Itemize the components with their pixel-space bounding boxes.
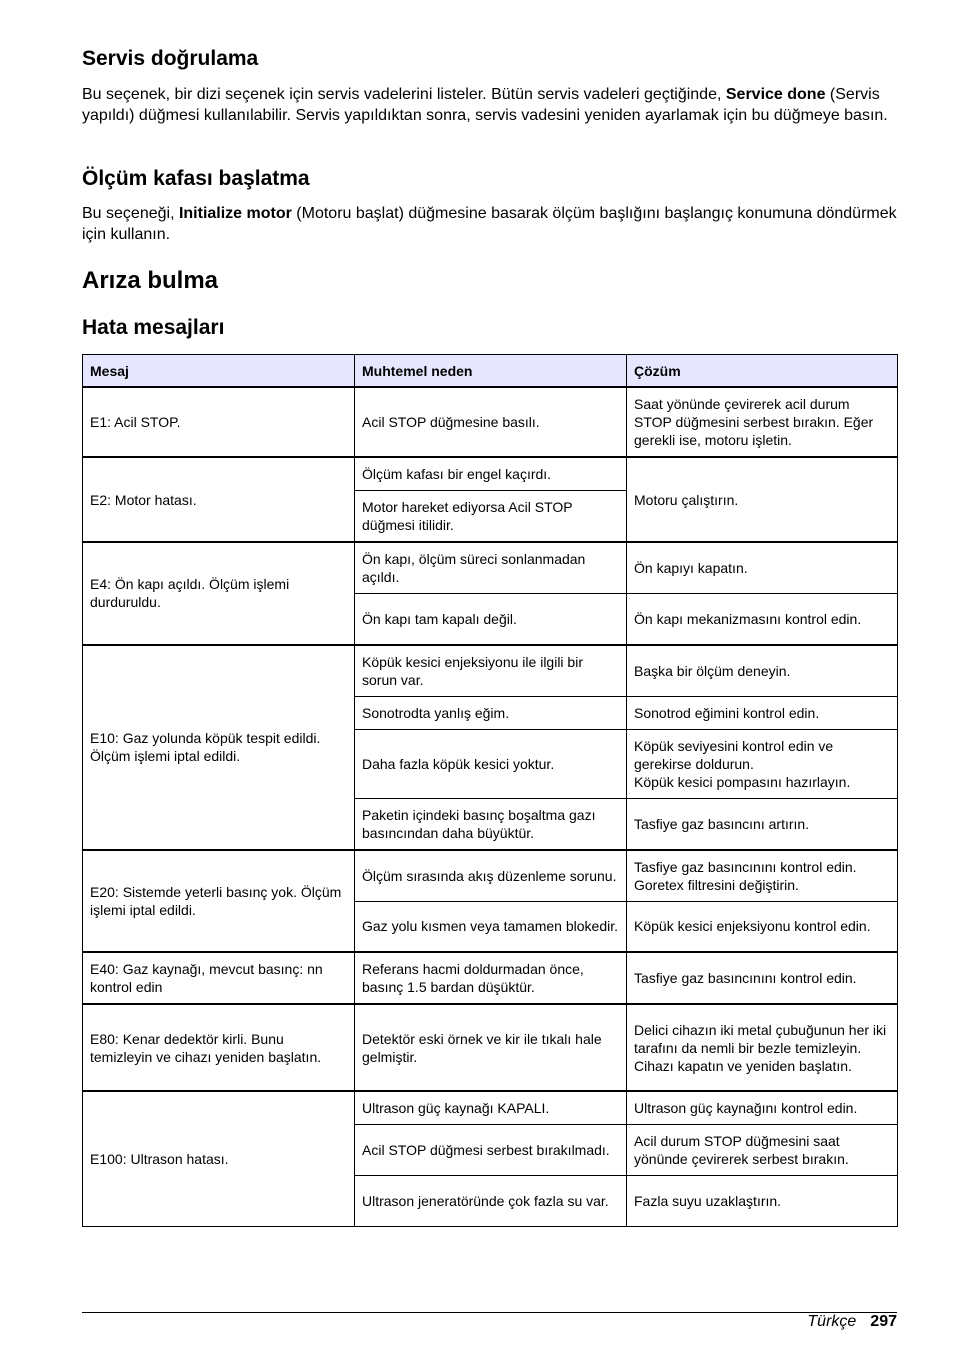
footer-language: Türkçe [807, 1313, 857, 1330]
cell-solution: Ön kapı mekanizmasını kontrol edin. [627, 594, 898, 645]
cell-message: E80: Kenar dedektör kirli. Bunu temizleyin ve cihazı yeniden başlatın. [83, 1004, 355, 1091]
cell-cause: Daha fazla köpük kesici yoktur. [355, 729, 627, 798]
cell-message: E40: Gaz kaynağı, mevcut basınç: nn kontrol edin [83, 952, 355, 1004]
section-text-olcum: Bu seçeneği, Initialize motor (Motoru başlat) düğmesine basarak ölçüm başlığını başlangıç konumuna döndürmek için kullanın. [82, 205, 897, 243]
cell-cause: Ölçüm kafası bir engel kaçırdı. [355, 457, 627, 491]
cell-cause: Ön kapı tam kapalı değil. [355, 594, 627, 645]
section-text-servis: Bu seçenek, bir dizi seçenek için servis vadelerini listeler. Bütün servis vadeleri geçtiğinde, Service done (Servis yapıldı) düğmesi kullanılabilir. Servis yapıldıktan sonra, servis vadesini yeniden ayarlamak için bu düğmeye basın. [82, 86, 888, 124]
table-row [83, 850, 898, 902]
column-header-cause: Muhtemel neden [355, 355, 627, 388]
cell-solution: Köpük seviyesini kontrol edin ve gerekirse doldurun. Köpük kesici pompasını hazırlayın. [627, 729, 898, 798]
cell-cause: Detektör eski örnek ve kir ile tıkalı hale gelmiştir. [355, 1004, 627, 1091]
cell-solution: Fazla suyu uzaklaştırın. [627, 1176, 898, 1227]
cell-message: E10: Gaz yolunda köpük tespit edildi. Ölçüm işlemi iptal edildi. [83, 645, 355, 850]
cell-solution: Sonotrod eğimini kontrol edin. [627, 696, 898, 729]
table-row [83, 1004, 898, 1091]
cell-cause: Motor hareket ediyorsa Acil STOP düğmesi itilidir. [355, 491, 627, 543]
table-row [83, 457, 898, 491]
page-footer [807, 1312, 897, 1332]
section-heading-olcum: Ölçüm kafası başlatma [82, 167, 310, 190]
cell-cause: Köpük kesici enjeksiyonu ile ilgili bir sorun var. [355, 645, 627, 697]
cell-message: E1: Acil STOP. [83, 387, 355, 457]
table-row [83, 387, 898, 457]
cell-solution: Saat yönünde çevirerek acil durum STOP düğmesini serbest bırakın. Eğer gerekli ise, motoru işletin. [627, 387, 898, 457]
cell-cause: Paketin içindeki basınç boşaltma gazı basıncından daha büyüktür. [355, 798, 627, 850]
table-row [83, 645, 898, 697]
cell-message: E100: Ultrason hatası. [83, 1091, 355, 1227]
cell-cause: Acil STOP düğmesine basılı. [355, 387, 627, 457]
cell-solution: Delici cihazın iki metal çubuğunun her iki tarafını da nemli bir bezle temizleyin. Cihazı kapatın ve yeniden başlatın. [627, 1004, 898, 1091]
cell-cause: Ultrason jeneratöründe çok fazla su var. [355, 1176, 627, 1227]
column-header-message: Mesaj [83, 355, 355, 388]
section-heading-servis: Servis doğrulama [82, 47, 259, 70]
cell-message: E4: Ön kapı açıldı. Ölçüm işlemi durduruldu. [83, 542, 355, 645]
cell-cause: Acil STOP düğmesi serbest bırakılmadı. [355, 1125, 627, 1176]
cell-solution: Tasfiye gaz basıncını artırın. [627, 798, 898, 850]
column-header-solution: Çözüm [627, 355, 898, 388]
cell-solution: Ön kapıyı kapatın. [627, 542, 898, 594]
cell-cause: Referans hacmi doldurmadan önce, basınç 1.5 bardan düşüktür. [355, 952, 627, 1004]
cell-cause: Ön kapı, ölçüm süreci sonlanmadan açıldı. [355, 542, 627, 594]
section-heading-hata: Hata mesajları [82, 316, 225, 339]
table-row [83, 952, 898, 1004]
cell-solution: Başka bir ölçüm deneyin. [627, 645, 898, 697]
table-row [83, 542, 898, 594]
cell-solution: Köpük kesici enjeksiyonu kontrol edin. [627, 901, 898, 952]
footer-divider [82, 1312, 897, 1313]
cell-cause: Ultrason güç kaynağı KAPALI. [355, 1091, 627, 1125]
cell-cause: Sonotrodta yanlış eğim. [355, 696, 627, 729]
cell-solution: Acil durum STOP düğmesini saat yönünde çevirerek serbest bırakın. [627, 1125, 898, 1176]
cell-solution: Motoru çalıştırın. [627, 457, 898, 542]
cell-solution: Tasfiye gaz basıncınını kontrol edin. [627, 952, 898, 1004]
table-header-row [83, 355, 898, 388]
table-row [83, 1091, 898, 1125]
cell-solution: Tasfiye gaz basıncınını kontrol edin. Goretex filtresini değiştirin. [627, 850, 898, 902]
cell-cause: Ölçüm sırasında akış düzenleme sorunu. [355, 850, 627, 902]
chapter-heading-ariza: Arıza bulma [82, 267, 219, 294]
page-number: 297 [870, 1313, 897, 1330]
error-messages-table [82, 354, 898, 1227]
cell-message: E2: Motor hatası. [83, 457, 355, 542]
cell-solution: Ultrason güç kaynağını kontrol edin. [627, 1091, 898, 1125]
cell-cause: Gaz yolu kısmen veya tamamen blokedir. [355, 901, 627, 952]
cell-message: E20: Sistemde yeterli basınç yok. Ölçüm işlemi iptal edildi. [83, 850, 355, 953]
